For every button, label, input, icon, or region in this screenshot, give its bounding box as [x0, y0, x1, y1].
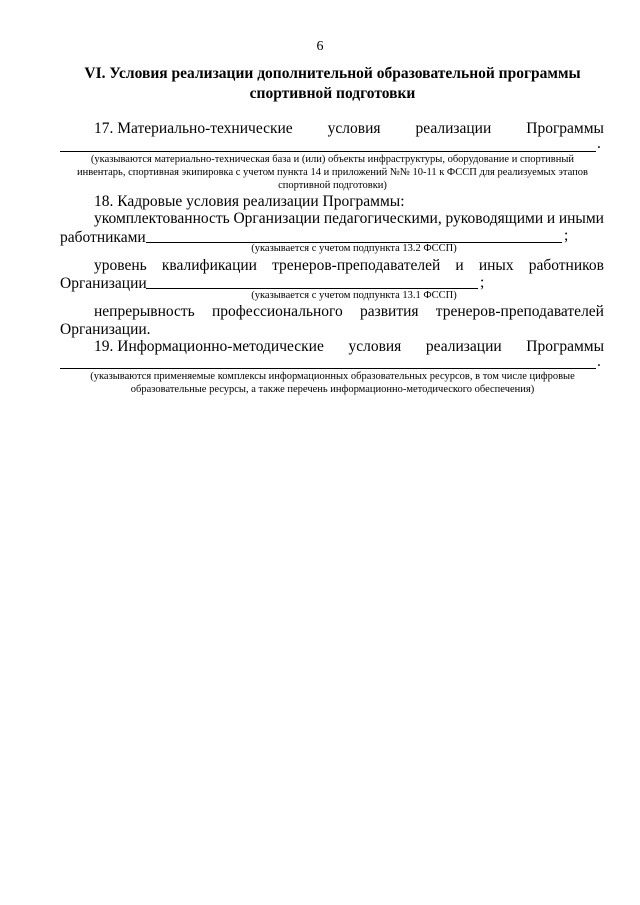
qualification-word: тренеров-преподавателей: [272, 257, 441, 274]
item-19-line: [94, 337, 604, 356]
staffing-line: [94, 209, 604, 228]
item-17-fill-line: [60, 151, 596, 152]
item-18-heading: 18. Кадровые условия реализации Программы:: [94, 193, 405, 210]
item-17-word: 17. Материально-технические: [94, 120, 293, 137]
continuity-word: непрерывность: [94, 303, 195, 320]
qualification-word: и: [455, 257, 464, 274]
item-17-word: реализации: [415, 120, 492, 137]
item-17-note-line-2: инвентарь, спортивная экипировка с учетом пункта 14 и приложений №№ 10-11 к ФССП для реализуемых этапов: [77, 167, 588, 178]
continuity-line-2: Организации.: [60, 321, 151, 338]
qualification-word: квалификации: [161, 257, 257, 274]
staffing-word: Организации: [233, 210, 321, 227]
continuity-word: профессионального: [211, 303, 343, 320]
item-19-note-line-2: образовательные ресурсы, а также перечень информационно-методического обеспечения): [130, 384, 535, 395]
page-number: 6: [316, 39, 324, 54]
continuity-word: развития: [359, 303, 419, 320]
item-17-note-line-1: (указываются материально-техническая база и (или) объекты инфраструктуры, оборудование и спортивный: [90, 154, 575, 165]
item-19-end-mark: .: [597, 353, 601, 370]
staffing-word: руководящими: [445, 210, 544, 227]
staffing-label: работниками: [60, 229, 146, 246]
item-19-fill-line: [60, 368, 596, 369]
item-17-word: Программы: [526, 120, 604, 137]
staffing-end-mark: ;: [564, 227, 569, 244]
item-17-line: [94, 119, 604, 138]
qualification-word: иных: [478, 257, 514, 274]
staffing-word: укомплектованность: [94, 210, 230, 227]
section-title-line-1: VI. Условия реализации дополнительной образовательной программы: [84, 65, 581, 82]
qualification-word: работников: [528, 257, 604, 274]
section-title-line-2: спортивной подготовки: [249, 85, 416, 102]
qualification-note: (указывается с учетом подпункта 13.1 ФССП): [251, 290, 457, 301]
item-19-word: 19. Информационно-методические: [94, 338, 324, 355]
item-17-end-mark: .: [597, 135, 601, 152]
item-17-note-line-3: спортивной подготовки): [278, 180, 387, 191]
continuity-word: тренеров-преподавателей: [435, 303, 604, 320]
staffing-word: педагогическими,: [323, 210, 442, 227]
continuity-line: [94, 302, 604, 321]
qualification-line: [94, 256, 604, 275]
qualification-label: Организации: [60, 275, 147, 292]
qualification-word: уровень: [94, 257, 147, 274]
staffing-word: иными: [558, 210, 604, 227]
item-19-word: Программы: [526, 338, 604, 355]
item-19-note-line-1: (указываются применяемые комплексы информационных образовательных ресурсов, в том числе цифровые: [90, 371, 575, 382]
item-17-word: условия: [327, 120, 381, 137]
qualification-end-mark: ;: [480, 274, 485, 291]
item-19-word: условия: [348, 338, 402, 355]
staffing-word: и: [546, 210, 556, 227]
item-19-word: реализации: [425, 338, 502, 355]
staffing-note: (указывается с учетом подпункта 13.2 ФССП): [251, 243, 457, 254]
